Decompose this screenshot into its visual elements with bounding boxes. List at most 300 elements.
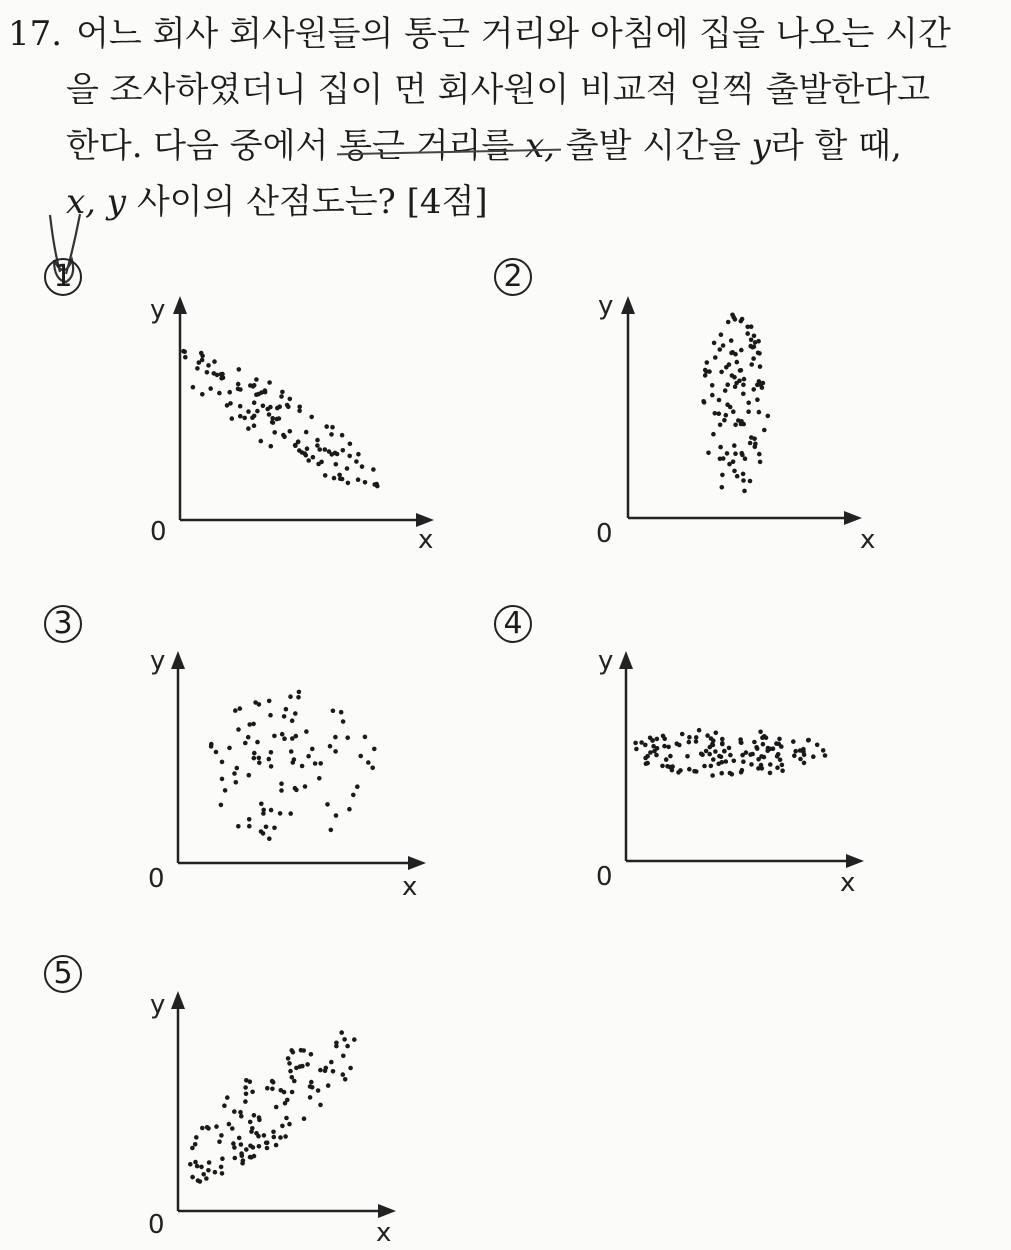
data-point — [220, 760, 225, 765]
data-point — [234, 780, 239, 785]
data-point — [731, 459, 736, 464]
data-point — [231, 1141, 236, 1146]
data-point — [692, 769, 697, 774]
data-point — [757, 452, 762, 457]
data-point — [758, 364, 763, 369]
data-point — [264, 825, 269, 830]
data-point — [651, 744, 656, 749]
data-point — [280, 1124, 285, 1129]
data-point — [288, 429, 293, 434]
data-point — [341, 1054, 346, 1059]
data-point — [248, 1155, 253, 1160]
data-point — [720, 741, 725, 746]
data-point — [762, 428, 767, 433]
data-point — [339, 710, 344, 715]
data-point — [737, 379, 742, 384]
data-point — [731, 409, 736, 414]
data-point — [236, 727, 241, 732]
data-point — [363, 480, 368, 485]
data-point — [306, 754, 311, 759]
data-point — [304, 729, 309, 734]
data-point — [232, 1109, 237, 1114]
data-point — [633, 741, 638, 746]
data-point — [363, 735, 368, 740]
data-point — [310, 747, 315, 752]
data-point — [634, 747, 639, 752]
data-point — [710, 773, 715, 778]
data-point — [259, 439, 264, 444]
data-point — [253, 700, 258, 705]
data-point — [731, 315, 736, 320]
origin-label: 0 — [148, 864, 165, 894]
data-point — [712, 341, 717, 346]
data-point — [792, 753, 797, 758]
data-point — [264, 1141, 269, 1146]
data-point — [358, 754, 363, 759]
data-point — [713, 411, 718, 416]
data-point — [728, 771, 733, 776]
data-point — [191, 385, 196, 390]
data-point — [252, 423, 257, 428]
data-point — [292, 1079, 297, 1084]
option-2-label: 2 — [494, 258, 532, 296]
data-point — [644, 761, 649, 766]
data-point — [676, 770, 681, 775]
data-point — [341, 1072, 346, 1077]
data-point — [662, 737, 667, 742]
data-point — [268, 405, 273, 410]
data-point — [282, 736, 287, 741]
data-point — [286, 1056, 291, 1061]
data-point — [183, 355, 188, 360]
data-point — [309, 415, 314, 420]
data-point — [699, 752, 704, 757]
data-point — [823, 753, 828, 758]
data-point — [722, 749, 727, 754]
data-point — [248, 1120, 253, 1125]
axes — [628, 300, 858, 518]
data-point — [713, 355, 718, 360]
data-point — [341, 448, 346, 453]
data-point — [290, 1090, 295, 1095]
data-point — [317, 447, 322, 452]
data-point — [709, 764, 714, 769]
data-point — [283, 1134, 288, 1139]
data-point — [716, 762, 721, 767]
data-point — [247, 722, 252, 727]
data-point — [711, 432, 716, 437]
data-point — [318, 761, 323, 766]
data-point — [694, 739, 699, 744]
data-point — [244, 1147, 249, 1152]
data-point — [758, 460, 763, 465]
data-point — [232, 771, 237, 776]
data-point — [370, 766, 375, 771]
data-point — [326, 1083, 331, 1088]
data-point — [239, 1114, 244, 1119]
data-point — [348, 442, 353, 447]
data-point — [267, 699, 272, 704]
data-point — [286, 405, 291, 410]
data-point — [366, 760, 371, 765]
data-point — [768, 762, 773, 767]
data-point — [752, 334, 757, 339]
data-point — [706, 451, 711, 456]
y-axis-arrow-icon — [173, 296, 187, 314]
data-point — [335, 452, 340, 457]
data-point — [293, 443, 298, 448]
data-point — [256, 1134, 261, 1139]
data-point — [227, 390, 232, 395]
data-point — [190, 1175, 195, 1180]
data-point — [766, 414, 771, 419]
data-point — [779, 744, 784, 749]
data-point — [311, 455, 316, 460]
data-point — [371, 467, 376, 472]
data-point — [278, 1135, 283, 1140]
data-point — [717, 411, 722, 416]
data-point — [756, 339, 761, 344]
data-point — [352, 1037, 357, 1042]
data-point — [323, 1069, 328, 1074]
data-point — [765, 748, 770, 753]
data-point — [257, 1118, 262, 1123]
data-point — [654, 753, 659, 758]
data-point — [718, 457, 723, 462]
data-point — [284, 707, 289, 712]
data-point — [288, 811, 293, 816]
data-point — [246, 409, 251, 414]
data-point — [323, 447, 328, 452]
data-point — [729, 338, 734, 343]
data-point — [354, 459, 359, 464]
data-point — [196, 1178, 201, 1183]
data-point — [265, 1146, 270, 1151]
data-point — [329, 432, 334, 437]
data-point — [738, 368, 743, 373]
data-point — [318, 1068, 323, 1073]
data-point — [662, 744, 667, 749]
data-point — [771, 746, 776, 751]
data-point — [269, 808, 274, 813]
data-point — [259, 802, 264, 807]
data-point — [252, 1154, 257, 1159]
data-point — [718, 423, 723, 428]
data-point — [238, 414, 243, 419]
data-point — [732, 759, 737, 764]
data-point — [723, 388, 728, 393]
data-point — [751, 356, 756, 361]
data-point — [331, 1069, 336, 1074]
data-point — [757, 410, 762, 415]
data-point — [294, 734, 299, 739]
data-point — [230, 416, 235, 421]
data-point — [274, 1143, 279, 1148]
data-point — [733, 451, 738, 456]
scatter-plot-1 — [140, 290, 440, 555]
data-point — [225, 1095, 230, 1100]
data-point — [725, 382, 730, 387]
x-axis-label: x — [860, 525, 876, 555]
data-point — [740, 317, 745, 322]
data-point — [739, 451, 744, 456]
data-point — [200, 358, 205, 363]
data-point — [302, 1116, 307, 1121]
data-point — [188, 1162, 193, 1167]
data-point — [360, 464, 365, 469]
question-text — [8, 6, 998, 230]
data-point — [334, 462, 339, 467]
data-point — [748, 441, 753, 446]
data-point — [279, 781, 284, 786]
data-point — [707, 369, 712, 374]
data-point — [728, 405, 733, 410]
data-point — [293, 786, 298, 791]
data-point — [278, 811, 283, 816]
data-point — [279, 788, 284, 793]
data-point — [272, 1135, 277, 1140]
data-point — [288, 397, 293, 402]
origin-label: 0 — [150, 517, 167, 547]
data-point — [242, 416, 247, 421]
data-point — [351, 793, 356, 798]
data-point — [742, 489, 747, 494]
data-point — [250, 1126, 255, 1131]
y-axis-label: y — [150, 646, 166, 676]
data-point — [269, 750, 274, 755]
data-point — [666, 745, 671, 750]
data-point — [208, 386, 213, 391]
data-point — [739, 740, 744, 745]
data-point — [333, 735, 338, 740]
data-point — [237, 367, 242, 372]
question-line-2: 을 조사하였더니 집이 먼 회사원이 비교적 일찍 출발한다고 — [66, 70, 930, 110]
data-point — [343, 1077, 348, 1082]
data-point — [213, 1170, 218, 1175]
data-point — [740, 753, 745, 758]
data-point — [204, 1176, 209, 1181]
data-point — [791, 739, 796, 744]
data-point — [756, 757, 761, 762]
data-point — [290, 718, 295, 723]
data-point — [238, 706, 243, 711]
data-point — [238, 387, 243, 392]
data-point — [222, 1103, 227, 1108]
data-point — [309, 1080, 314, 1085]
data-point — [181, 349, 186, 354]
data-point — [235, 766, 240, 771]
data-point — [267, 757, 272, 762]
data-point — [742, 377, 747, 382]
question-number: 17. — [8, 14, 63, 54]
data-point — [756, 351, 761, 356]
data-point — [340, 433, 345, 438]
data-point — [720, 485, 725, 490]
data-point — [748, 752, 753, 757]
data-point — [261, 404, 266, 409]
data-point — [798, 757, 803, 762]
data-point — [778, 758, 783, 763]
data-point — [246, 735, 251, 740]
data-point — [287, 1061, 292, 1066]
data-point — [821, 748, 826, 753]
data-point — [727, 362, 732, 367]
question-line-4: x, y 사이의 산점도는? [4점] — [66, 182, 488, 222]
data-point — [289, 749, 294, 754]
data-point — [308, 1084, 313, 1089]
y-axis-label: y — [598, 646, 614, 676]
x-axis-label: x — [376, 1218, 392, 1248]
data-point — [727, 746, 732, 751]
data-point — [685, 754, 690, 759]
data-point — [687, 740, 692, 745]
data-point — [271, 420, 276, 425]
data-point — [815, 743, 820, 748]
data-point — [233, 708, 238, 713]
data-point — [233, 1156, 238, 1161]
scatter-plot-4 — [588, 635, 888, 898]
data-point — [217, 391, 222, 396]
data-point — [776, 752, 781, 757]
data-point — [309, 1052, 314, 1057]
data-point — [227, 746, 232, 751]
option-4-label: 4 — [494, 605, 532, 643]
data-point — [207, 1160, 212, 1165]
data-point — [732, 375, 737, 380]
data-point — [219, 1133, 224, 1138]
data-point — [219, 803, 224, 808]
data-point — [212, 359, 217, 364]
data-point — [687, 767, 692, 772]
data-point — [650, 738, 655, 743]
data-point — [259, 829, 264, 834]
data-point — [356, 452, 361, 457]
data-point — [341, 719, 346, 724]
data-point — [206, 1168, 211, 1173]
data-point — [305, 1062, 310, 1067]
data-point — [251, 722, 256, 727]
data-point — [749, 362, 754, 367]
data-point — [332, 476, 337, 481]
data-point — [355, 784, 360, 789]
data-point — [205, 1125, 210, 1130]
data-point — [275, 406, 280, 411]
data-point — [664, 757, 669, 762]
data-point — [315, 438, 320, 443]
data-point — [694, 735, 699, 740]
data-point — [293, 711, 298, 716]
data-point — [214, 750, 219, 755]
axes — [626, 655, 860, 861]
data-point — [793, 749, 798, 754]
data-point — [252, 400, 257, 405]
data-point — [254, 377, 259, 382]
y-axis-label: y — [598, 291, 614, 321]
data-point — [223, 788, 228, 793]
data-point — [345, 466, 350, 471]
data-point — [297, 405, 302, 410]
data-point — [329, 1060, 334, 1065]
data-point — [687, 735, 692, 740]
data-point — [200, 392, 205, 397]
data-point — [752, 740, 757, 745]
data-point — [252, 383, 257, 388]
data-point — [660, 764, 665, 769]
data-point — [225, 403, 230, 408]
variable-y: y — [751, 126, 771, 166]
data-point — [269, 444, 274, 449]
data-point — [724, 413, 729, 418]
data-point — [324, 424, 329, 429]
underlined-phrase: 통근 거리를 x, — [339, 126, 555, 166]
data-point — [315, 443, 320, 448]
data-point — [334, 1044, 339, 1049]
data-point — [330, 425, 335, 430]
data-point — [774, 741, 779, 746]
data-point — [775, 765, 780, 770]
data-point — [268, 713, 273, 718]
data-point — [732, 469, 737, 474]
data-point — [745, 325, 750, 330]
data-point — [281, 433, 286, 438]
x-axis-arrow-icon — [378, 1204, 396, 1218]
data-point — [255, 740, 260, 745]
data-point — [195, 1164, 200, 1169]
data-point — [297, 409, 302, 414]
data-point — [751, 387, 756, 392]
y-axis-arrow-icon — [621, 296, 635, 314]
origin-label: 0 — [596, 862, 613, 892]
data-point — [345, 1044, 350, 1049]
data-point — [677, 743, 682, 748]
data-point — [304, 453, 309, 458]
data-point — [305, 446, 310, 451]
data-point — [339, 1030, 344, 1035]
data-point — [298, 1064, 303, 1069]
data-point — [741, 422, 746, 427]
data-point — [269, 764, 274, 769]
data-point — [709, 736, 714, 741]
data-point — [285, 1098, 290, 1103]
data-point — [372, 747, 377, 752]
data-point — [768, 771, 773, 776]
data-point — [236, 382, 241, 387]
data-point — [300, 450, 305, 455]
data-point — [219, 376, 224, 381]
data-point — [247, 824, 252, 829]
data-point — [257, 756, 262, 761]
data-point — [220, 1156, 225, 1161]
data-point — [270, 1087, 275, 1092]
data-point — [247, 773, 252, 778]
data-point — [719, 771, 724, 776]
option-5-label: 5 — [44, 955, 82, 993]
data-point — [755, 746, 760, 751]
data-point — [215, 373, 220, 378]
origin-label: 0 — [596, 519, 613, 549]
data-point — [811, 754, 816, 759]
data-point — [764, 735, 769, 740]
data-point — [718, 347, 723, 352]
data-point — [239, 1142, 244, 1147]
data-point — [255, 409, 260, 414]
data-point — [711, 757, 716, 762]
data-point — [721, 343, 726, 348]
data-point — [740, 768, 745, 773]
data-point — [710, 383, 715, 388]
data-point — [665, 764, 670, 769]
data-point — [761, 742, 766, 747]
